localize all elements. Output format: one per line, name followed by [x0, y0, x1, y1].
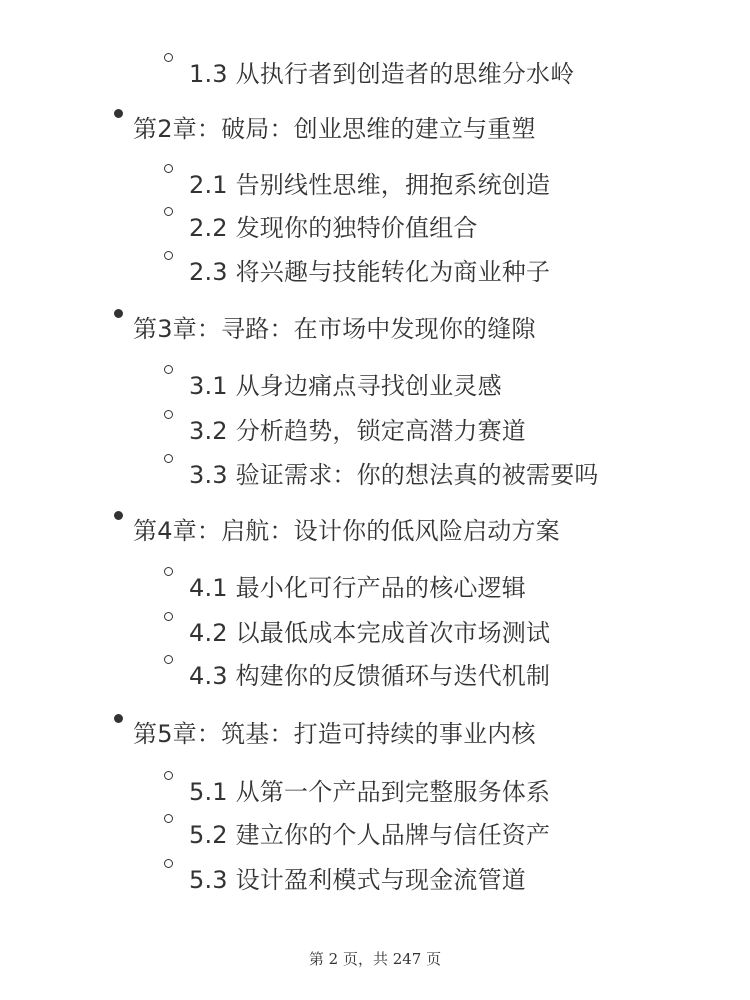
disc-bullet-icon: [114, 511, 123, 520]
toc-item-label: 2.1 告别线性思维，拥抱系统创造: [189, 171, 551, 199]
toc-item-label: 第2章：破局：创业思维的建立与重塑: [133, 115, 536, 143]
circle-bullet-icon: [164, 567, 173, 576]
toc-item-label: 2.3 将兴趣与技能转化为商业种子: [189, 258, 551, 286]
circle-bullet-icon: [164, 164, 173, 173]
toc-item-label: 5.3 设计盈利模式与现金流管道: [189, 866, 526, 894]
toc-item-label: 3.3 验证需求：你的想法真的被需要吗: [189, 461, 599, 489]
circle-bullet-icon: [164, 655, 173, 664]
toc-item-label: 4.3 构建你的反馈循环与迭代机制: [189, 662, 551, 690]
toc-item-label: 第4章：启航：设计你的低风险启动方案: [133, 517, 560, 545]
circle-bullet-icon: [164, 859, 173, 868]
toc-item-label: 4.2 以最低成本完成首次市场测试: [189, 619, 551, 647]
disc-bullet-icon: [114, 309, 123, 318]
toc-item-label: 第5章：筑基：打造可持续的事业内核: [133, 720, 536, 748]
circle-bullet-icon: [164, 612, 173, 621]
circle-bullet-icon: [164, 771, 173, 780]
circle-bullet-icon: [164, 207, 173, 216]
circle-bullet-icon: [164, 251, 173, 260]
circle-bullet-icon: [164, 365, 173, 374]
disc-bullet-icon: [114, 714, 123, 723]
page-number: 第 2 页，共 247 页: [308, 950, 442, 968]
toc-item-label: 3.1 从身边痛点寻找创业灵感: [189, 372, 502, 400]
disc-bullet-icon: [114, 109, 123, 118]
circle-bullet-icon: [164, 53, 173, 62]
toc-item-label: 第3章：寻路：在市场中发现你的缝隙: [133, 315, 536, 343]
toc-item-label: 1.3 从执行者到创造者的思维分水岭: [189, 60, 575, 88]
circle-bullet-icon: [164, 410, 173, 419]
toc-item-label: 5.2 建立你的个人品牌与信任资产: [189, 821, 551, 849]
toc-item-label: 3.2 分析趋势，锁定高潜力赛道: [189, 417, 526, 445]
toc-item-label: 5.1 从第一个产品到完整服务体系: [189, 778, 551, 806]
toc-item-label: 4.1 最小化可行产品的核心逻辑: [189, 574, 526, 602]
toc-item-label: 2.2 发现你的独特价值组合: [189, 214, 478, 242]
circle-bullet-icon: [164, 454, 173, 463]
circle-bullet-icon: [164, 814, 173, 823]
